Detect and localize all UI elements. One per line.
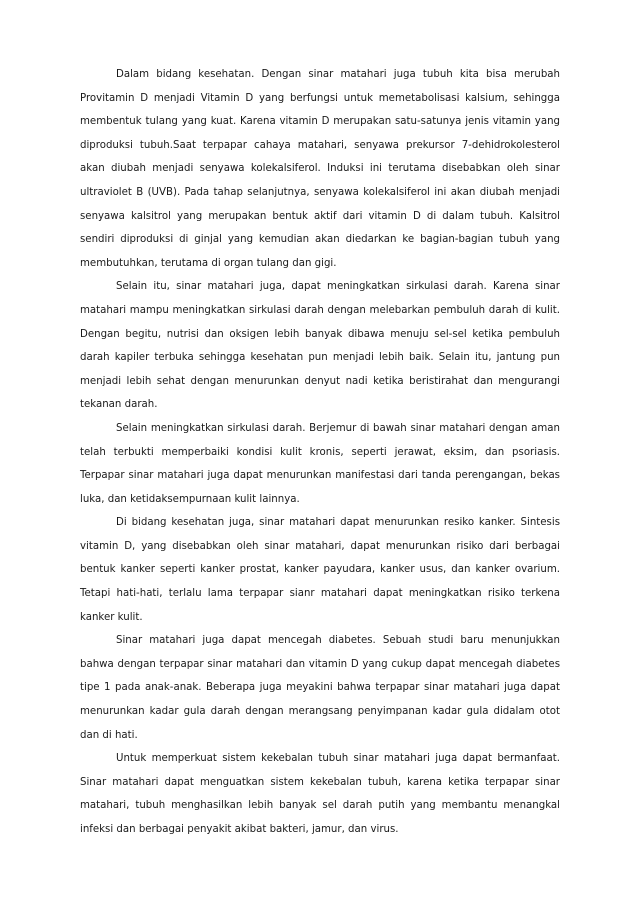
- paragraph-kulit: Selain meningkatkan sirkulasi darah. Berjemur di bawah sinar matahari dengan aman telah terbukti memperbaiki kondisi kulit kronis, seperti jerawat, eksim, dan psoriasis. Terpapar sinar matahari juga dapat menurunkan manifestasi dari tanda perengangan, bekas luka, dan ketidaksempurnaan kulit lainnya.: [80, 422, 560, 505]
- paragraph-vitamin-d: Dalam bidang kesehatan. Dengan sinar matahari juga tubuh kita bisa merubah Provitamin D menjadi Vitamin D yang berfungsi untuk memetabolisasi kalsium, sehingga membentuk tulang yang kuat. Karena vitamin D merupakan satu-satunya jenis vitamin yang diproduksi tubuh.Saat terpapar cahaya matahari, senyawa prekursor 7-dehidrokolesterol akan diubah menjadi senyawa kolekalsiferol. Induksi ini terutama disebabkan oleh sinar ultraviolet B (UVB). Pada tahap selanjutnya, senyawa kolekalsiferol ini akan diubah menjadi senyawa kalsitrol yang merupakan bentuk aktif dari vitamin D di dalam tubuh. Kalsitrol sendiri diproduksi di ginjal yang kemudian akan diedarkan ke bagian-bagian tubuh yang membutuhkan, terutama di organ tulang dan gigi.: [80, 69, 560, 269]
- paragraph-kekebalan-tubuh: Untuk memperkuat sistem kekebalan tubuh sinar matahari juga dapat bermanfaat. Sinar matahari dapat menguatkan sistem kekebalan tubuh, karena ketika terpapar sinar matahari, tubuh menghasilkan lebih banyak sel darah putih yang membantu menangkal infeksi dan berbagai penyakit akibat bakteri, jamur, dan virus.: [80, 753, 560, 835]
- document-page: [80, 63, 560, 842]
- paragraph-sirkulasi-darah: Selain itu, sinar matahari juga, dapat meningkatkan sirkulasi darah. Karena sinar matahari mampu meningkatkan sirkulasi darah dengan melebarkan pembuluh darah di kulit. Dengan begitu, nutrisi dan oksigen lebih banyak dibawa menuju sel-sel ketika pembuluh darah kapiler terbuka sehingga kesehatan pun menjadi lebih baik. Selain itu, jantung pun menjadi lebih sehat dengan menurunkan denyut nadi ketika beristirahat dan mengurangi tekanan darah.: [80, 281, 560, 411]
- paragraph-kanker: Di bidang kesehatan juga, sinar matahari dapat menurunkan resiko kanker. Sintesis vitamin D, yang disebabkan oleh sinar matahari, dapat menurunkan risiko dari berbagai bentuk kanker seperti kanker prostat, kanker payudara, kanker usus, dan kanker ovarium. Tetapi hati-hati, terlalu lama terpapar sianr matahari dapat meningkatkan risiko terkena kanker kulit.: [80, 517, 560, 623]
- paragraph-diabetes: Sinar matahari juga dapat mencegah diabetes. Sebuah studi baru menunjukkan bahwa dengan terpapar sinar matahari dan vitamin D yang cukup dapat mencegah diabetes tipe 1 pada anak-anak. Beberapa juga meyakini bahwa terpapar sinar matahari juga dapat menurunkan kadar gula darah dengan merangsang penyimpanan kadar gula didalam otot dan di hati.: [80, 635, 560, 741]
